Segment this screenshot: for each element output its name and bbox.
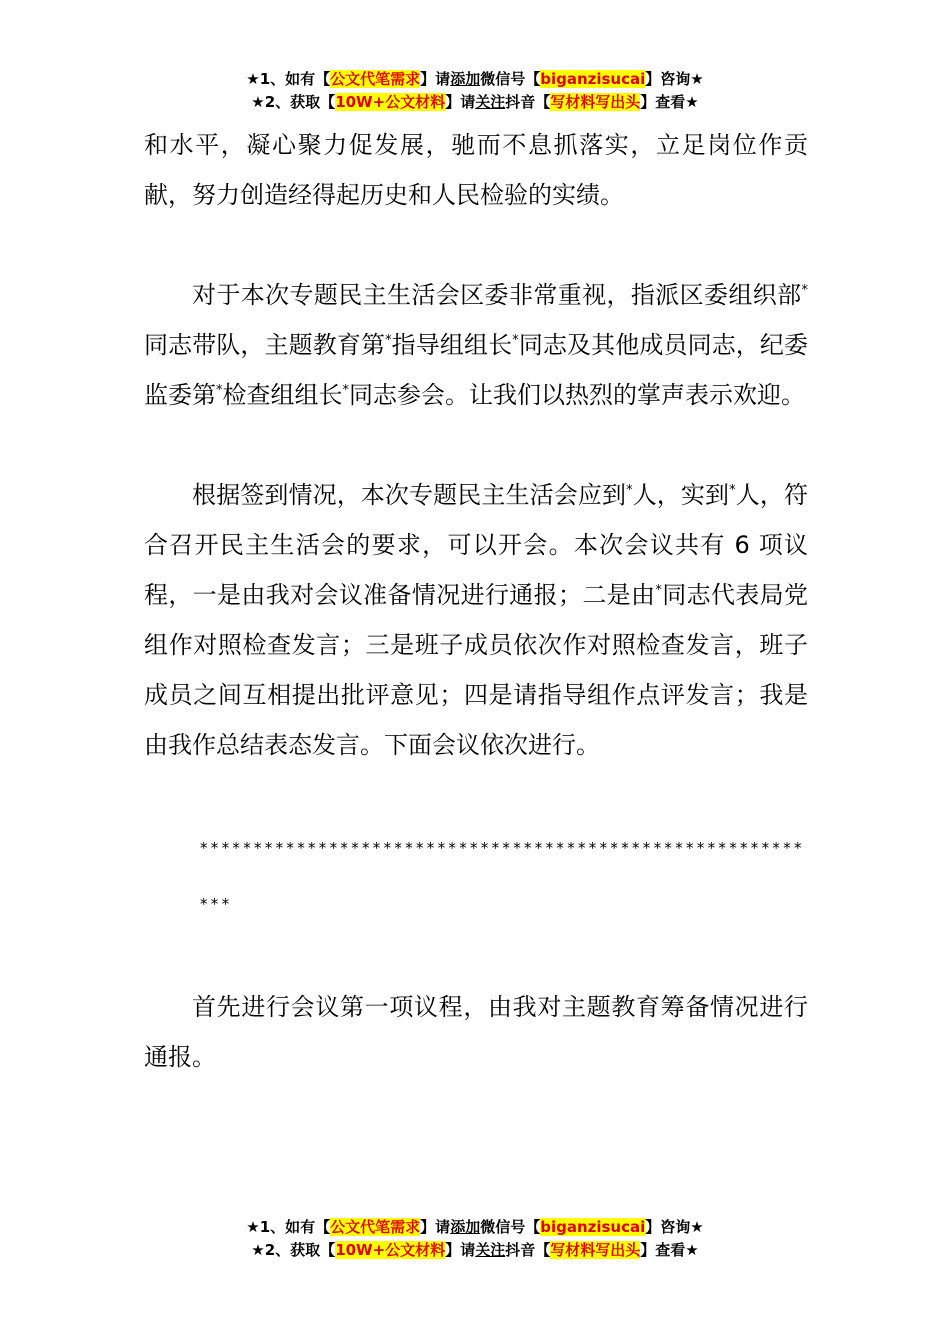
banner-text: 】请 (445, 93, 476, 111)
footer-banner (0, 1216, 950, 1262)
banner-text: 】查看★ (640, 93, 699, 111)
banner-text: 抖音【 (505, 93, 551, 111)
placeholder-asterisk: * (512, 333, 519, 348)
text-run: 根据签到情况，本次专题民主生活会应到 (192, 481, 627, 509)
banner-highlight: 公文代笔需求 (330, 1218, 421, 1236)
banner-line-2 (0, 91, 950, 114)
banner-highlight: 10W+公文材料 (335, 1241, 446, 1259)
placeholder-asterisk: * (342, 383, 349, 398)
text-run: 同志参会。让我们以热烈的掌声表示欢迎。 (349, 381, 805, 409)
paragraph-1: 和水平，凝心聚力促发展，驰而不息抓落实，立足岗位作贡献，努力创造经得起历史和人民检验的实绩。 (144, 131, 808, 209)
banner-line-1 (0, 1216, 950, 1239)
banner-line-2 (0, 1239, 950, 1262)
banner-text: 】请 (420, 70, 451, 88)
text-run: 指导组组长 (391, 331, 513, 359)
document-body (144, 120, 808, 1132)
text-run: 同志带队，主题教育第 (144, 331, 386, 359)
text-run: 对于本次专题民主生活会区委非常重视，指派区委组织部 (192, 281, 802, 309)
banner-highlight: 写材料写出头 (550, 1241, 641, 1259)
banner-text: ★1、如有【 (246, 1218, 331, 1236)
banner-text: 】查看★ (640, 1241, 699, 1259)
placeholder-asterisk: * (801, 283, 808, 298)
separator-wrap (144, 820, 808, 932)
banner-text: 】请 (420, 1218, 451, 1236)
banner-highlight: 公文代笔需求 (330, 70, 421, 88)
text-run: 人，实到 (632, 481, 730, 509)
placeholder-asterisk: * (655, 583, 662, 598)
banner-highlight: biganzisucai (540, 1218, 646, 1236)
paragraph-3 (144, 470, 808, 770)
banner-highlight: 写材料写出头 (550, 93, 641, 111)
banner-underline: 添加 (450, 1218, 481, 1236)
banner-highlight: 10W+公文材料 (335, 93, 446, 111)
paragraph-4: 首先进行会议第一项议程，由我对主题教育筹备情况进行通报。 (144, 993, 808, 1071)
banner-highlight: biganzisucai (540, 70, 646, 88)
banner-text: 】请 (445, 1241, 476, 1259)
paragraph-2 (144, 270, 808, 420)
banner-text: 微信号【 (480, 70, 541, 88)
text-run: 同志代表局党组作对照检查发言；三是班子成员依次作对照检查发言，班子成员之间互相提出批评意见；四是请指导组作点评发言；我是由我作总结表态发言。下面会议依次进行。 (144, 581, 809, 759)
banner-underline: 关注 (475, 93, 506, 111)
banner-text: 】咨询★ (645, 1218, 704, 1236)
banner-text: ★2、获取【 (251, 93, 336, 111)
asterisk-separator: *********************************************************** (200, 839, 805, 913)
banner-underline: 关注 (475, 1241, 506, 1259)
banner-text: ★1、如有【 (246, 70, 331, 88)
banner-line-1 (0, 68, 950, 91)
placeholder-asterisk: * (216, 383, 223, 398)
header-banner (0, 68, 950, 114)
banner-text: 抖音【 (505, 1241, 551, 1259)
text-run: 人，符合召开民主生活会的要求，可以开会。本次会议共有 6 项议程，一是由我对会议准备情况进行通报；二是由 (144, 481, 809, 609)
text-run: 检查组组长 (222, 381, 343, 409)
text-run: 同志及其他成员同志，纪委监委第 (144, 331, 809, 409)
placeholder-asterisk: * (729, 483, 736, 498)
banner-text: 微信号【 (480, 1218, 541, 1236)
banner-text: ★2、获取【 (251, 1241, 336, 1259)
placeholder-asterisk: * (385, 333, 392, 348)
placeholder-asterisk: * (626, 483, 633, 498)
banner-text: 】咨询★ (645, 70, 704, 88)
banner-underline: 添加 (450, 70, 481, 88)
